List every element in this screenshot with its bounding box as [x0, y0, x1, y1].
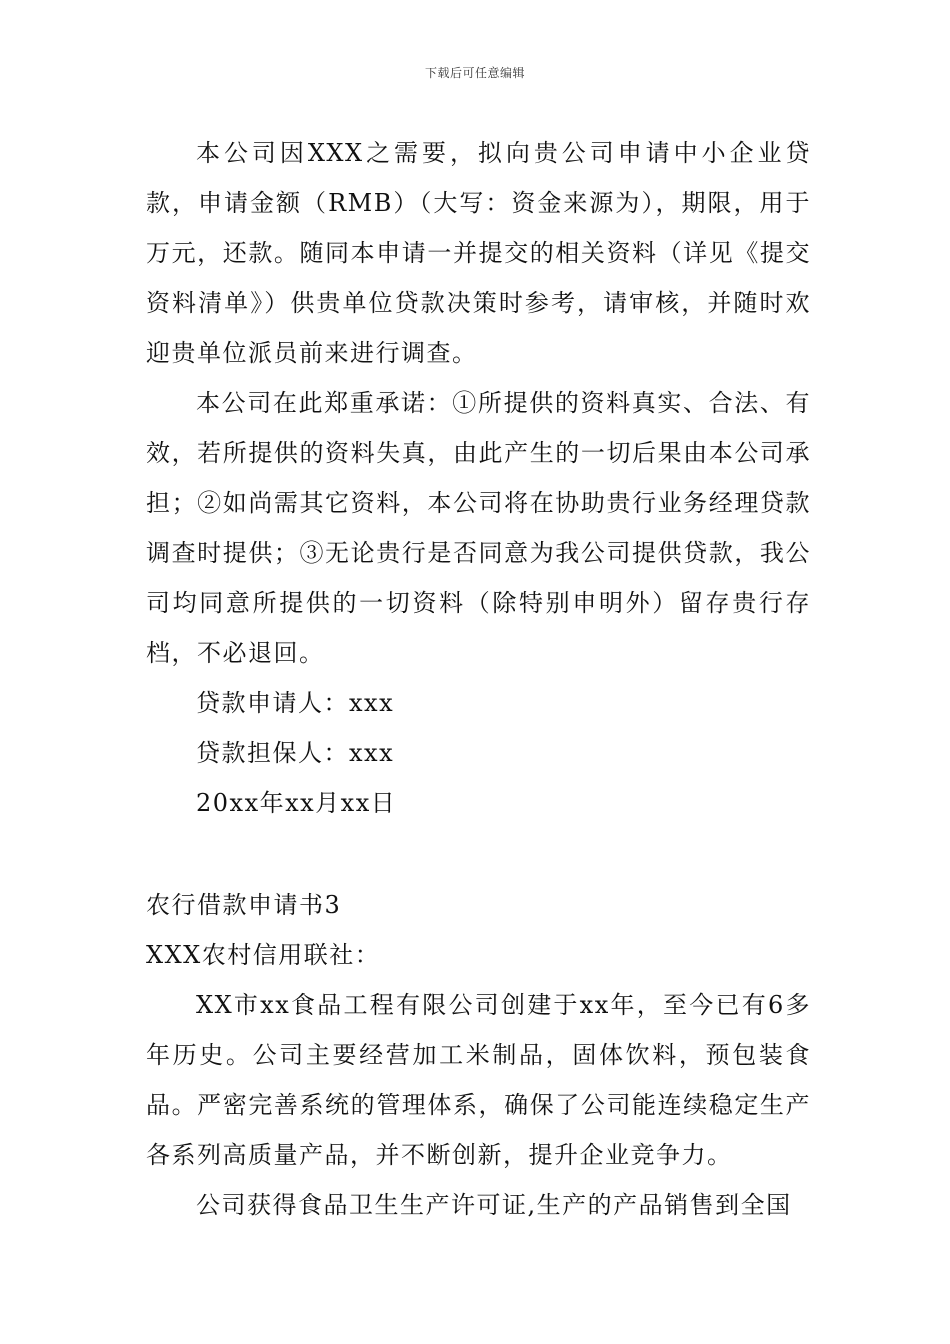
section-title: 农行借款申请书3: [146, 891, 342, 919]
paragraph-company-license: 公司获得食品卫生生产许可证,生产的产品销售到全国: [196, 1191, 792, 1219]
paragraph-application: 本公司因XXX之需要，拟向贵公司申请中小企业贷款，申请金额（RMB）（大写：资金来源为），期限，用于万元，还款。随同本申请一并提交的相关资料（详见《提交资料清单》）供贵单位贷款决策时参考，请审核，并随时欢迎贵单位派员前来进行调查。: [146, 139, 811, 367]
document-body: [146, 128, 811, 1230]
loan-guarantor: 贷款担保人：xxx: [196, 739, 395, 767]
paragraph-company-intro: XX市xx食品工程有限公司创建于xx年，至今已有6多年历史。公司主要经营加工米制品，固体饮料，预包装食品。严密完善系统的管理体系，确保了公司能连续稳定生产各系列高质量产品，并不断创新，提升企业竞争力。: [146, 991, 811, 1169]
addressee: XXX农村信用联社：: [146, 941, 381, 969]
section-spacer: [146, 828, 811, 880]
page-header: 下载后可任意编辑: [424, 66, 525, 80]
paragraph-commitment: 本公司在此郑重承诺：①所提供的资料真实、合法、有效，若所提供的资料失真，由此产生的一切后果由本公司承担；②如尚需其它资料，本公司将在协助贵行业务经理贷款调查时提供；③无论贵行是否同意为我公司提供贷款，我公司均同意所提供的一切资料（除特别申明外）留存贵行存档，不必退回。: [146, 389, 811, 667]
loan-applicant: 贷款申请人：xxx: [196, 689, 395, 717]
signature-date: 20xx年xx月xx日: [196, 789, 397, 817]
